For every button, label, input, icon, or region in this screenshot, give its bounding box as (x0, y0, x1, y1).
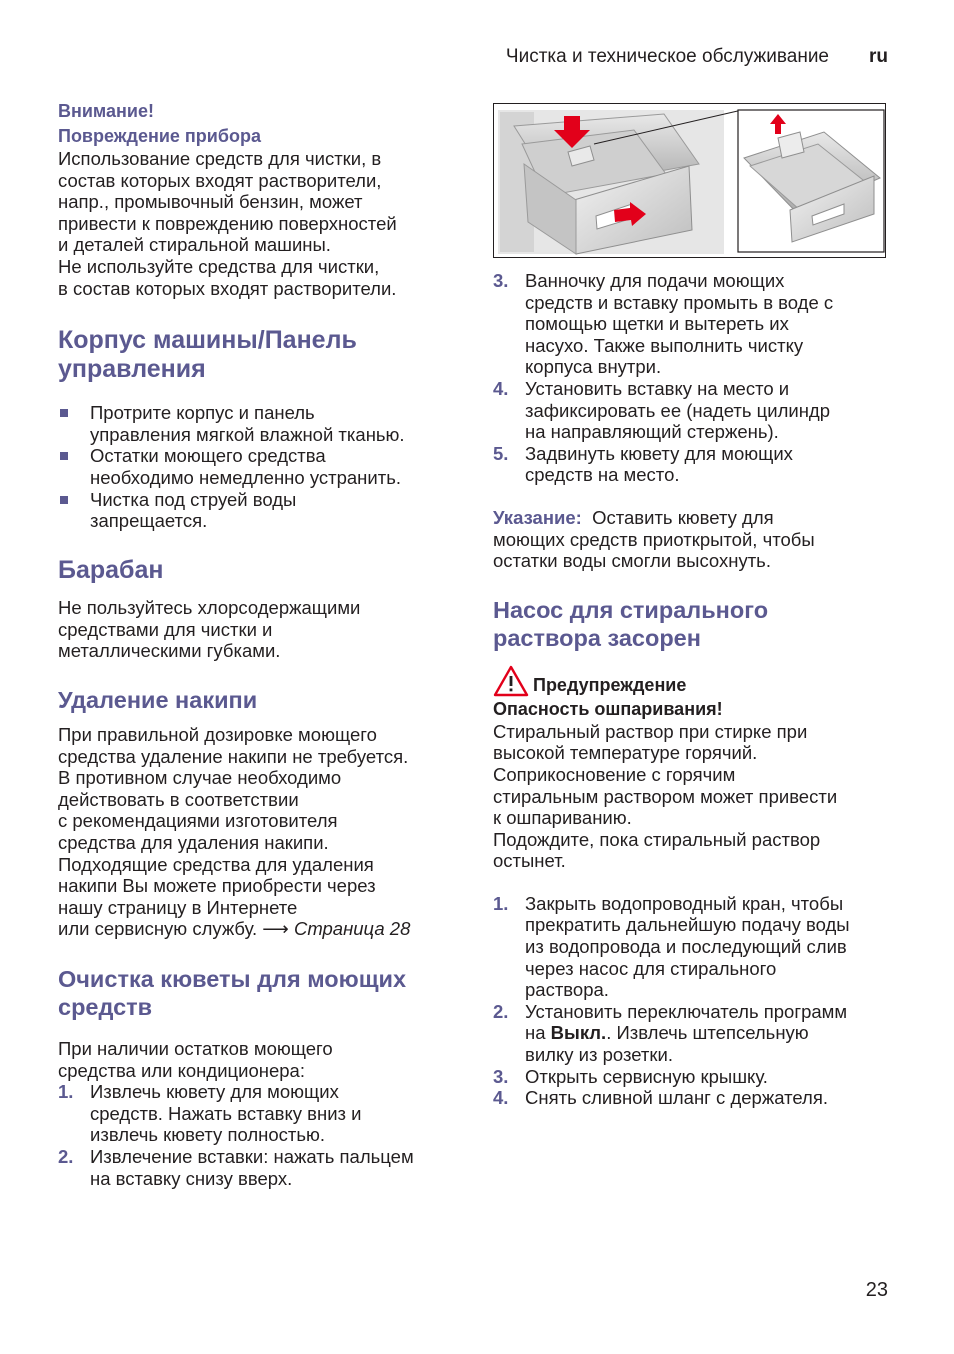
title-line: Насос для стирального (493, 596, 769, 623)
text-line: Стиральный раствор при стирке при (493, 720, 808, 742)
text-line: средства или кондиционера: (58, 1059, 305, 1081)
text-line: запрещается. (90, 510, 208, 532)
page-number: 23 (865, 1279, 888, 1301)
text-line: стиральным раствором может привести (493, 785, 838, 807)
list-item (493, 1087, 893, 1109)
text-line: средств и вставку промыть в воде с (525, 291, 834, 313)
section-title-pump (493, 596, 893, 652)
bullet-icon (58, 489, 90, 532)
step-number: 2. (58, 1145, 74, 1167)
text-line: на вставку снизу вверх. (90, 1167, 293, 1189)
arrow-icon: ⟶ (262, 918, 289, 940)
list-item (493, 1066, 893, 1088)
text-line: Подождите, пока стиральный раствор (493, 828, 821, 850)
danger-label: Опасность ошпаривания! (493, 698, 723, 719)
list-item (58, 445, 458, 488)
drawer-steps (58, 1081, 458, 1189)
page-header (506, 46, 888, 68)
text-line: управления мягкой влажной тканью. (90, 423, 405, 445)
body-bullet-list (58, 402, 458, 532)
text-line: При наличии остатков моющего (58, 1037, 333, 1059)
text-line: в состав которых входят растворители. (58, 277, 397, 299)
text-line: Не используйте средства для чистки, (58, 255, 380, 277)
section-title-drum: Барабан (58, 555, 164, 584)
title-line: Очистка кюветы для моющих (58, 965, 407, 992)
text-line: высокой температуре горячий. (493, 742, 758, 764)
descale-text (58, 724, 458, 940)
section-title-body (58, 326, 458, 383)
left-column (58, 98, 458, 1189)
text-line: к ошпариванию. (493, 807, 632, 829)
text-line: остатки воды смогли высохнуть. (493, 550, 771, 572)
warning-triangle-icon (493, 665, 529, 697)
text-line: Подходящие средства для удаления (58, 853, 374, 875)
title-line: управления (58, 354, 206, 383)
drawer-steps-continued (493, 270, 893, 486)
text-line: Закрыть водопроводный кран, чтобы (525, 892, 844, 914)
list-item (493, 443, 893, 486)
text-line: В противном случае необходимо (58, 767, 342, 789)
text-line: средств. Нажать вставку вниз и (90, 1102, 362, 1124)
text-line: напр., промывочный бензин, может (58, 191, 363, 213)
text-line: зафиксировать ее (надеть цилиндр (525, 399, 831, 421)
pump-steps (493, 893, 893, 1109)
warning-label: Предупреждение (533, 674, 687, 695)
text-line: Протрите корпус и панель (90, 402, 315, 424)
section-title-drawer (58, 965, 458, 1021)
drum-text (58, 597, 458, 662)
drawer-intro (58, 1038, 458, 1081)
pump-warning-text (493, 721, 893, 872)
list-item (493, 1001, 893, 1066)
text-line: Извлечение вставки: нажать пальцем (90, 1145, 414, 1167)
text-line: Установить переключатель программ (525, 1000, 848, 1022)
text-line: прекратить дальнейшую подачу воды (525, 914, 850, 936)
step-number: 1. (58, 1081, 74, 1103)
text-line: моющих средств приоткрытой, чтобы (493, 528, 815, 550)
attention-label: Внимание! (58, 101, 154, 121)
note-label: Указание: (493, 506, 582, 528)
text-line: помощью щетки и вытереть их (525, 313, 789, 335)
text-line: Не пользуйтесь хлорсодержащими (58, 597, 361, 619)
title-line: раствора засорен (493, 624, 701, 651)
list-item (493, 378, 893, 443)
text-line: привести к повреждению поверхностей (58, 212, 397, 234)
step-number: 4. (493, 377, 509, 399)
text-line (58, 918, 458, 940)
list-item (58, 1146, 458, 1189)
list-item (58, 489, 458, 532)
text-line: состав которых входят растворители, (58, 169, 382, 191)
switch-off-label: Выкл. (550, 1022, 607, 1044)
text-line: Открыть сервисную крышку. (525, 1065, 768, 1087)
text-line: Использование средств для чистки, в (58, 148, 382, 169)
step-number: 1. (493, 892, 509, 914)
step-number: 5. (493, 442, 509, 464)
title-line: средств (58, 993, 153, 1020)
text-line: Задвинуть кювету для моющих (525, 442, 793, 464)
text-line: вилку из розетки. (525, 1044, 673, 1066)
text-line: Установить вставку на место и (525, 377, 790, 399)
header-title: Чистка и техническое обслуживание (505, 46, 829, 67)
text-line: Остатки моющего средства (90, 445, 326, 467)
attention-block (58, 98, 458, 299)
note-block (493, 507, 893, 572)
text-span: или сервисную службу. (58, 918, 263, 940)
text-line: средствами для чистки и (58, 618, 273, 640)
warning-heading (493, 665, 893, 697)
bullet-icon (58, 445, 90, 488)
text-line: раствора. (525, 979, 609, 1001)
text-line: Снять сливной шланг с держателя. (525, 1087, 828, 1109)
text-line: действовать в соответствии (58, 788, 299, 810)
list-item (58, 1081, 458, 1146)
attention-text (58, 148, 458, 299)
text-line: остынет. (493, 850, 566, 872)
text-line: средства для удаления накипи. (58, 831, 329, 853)
text-line: Извлечь кювету для моющих (90, 1081, 339, 1103)
text-line: При правильной дозировке моющего (58, 724, 377, 745)
text-line: из водопровода и последующий слив (525, 936, 847, 958)
text-line: извлечь кювету полностью. (90, 1124, 326, 1146)
text-line: на направляющий стержень). (525, 421, 779, 443)
page-reference-link[interactable]: Страница 28 (288, 918, 411, 940)
text-line: насухо. Также выполнить чистку (525, 334, 804, 356)
text-line: металлическими губками. (58, 640, 281, 662)
step-number: 2. (493, 1000, 509, 1022)
bullet-icon (58, 402, 90, 445)
text-span: Оставить кювету для (581, 506, 774, 528)
text-line: и деталей стиральной машины. (58, 234, 331, 256)
text-line: Чистка под струей воды (90, 488, 297, 510)
text-line: средств на место. (525, 464, 680, 486)
list-item (493, 270, 893, 378)
step-number: 3. (493, 1065, 509, 1087)
text-line: с рекомендациями изготовителя (58, 810, 338, 832)
list-item (493, 893, 893, 1001)
text-line: через насос для стирального (525, 957, 777, 979)
text-line: корпуса внутри. (525, 356, 662, 378)
section-title-descale: Удаление накипи (58, 687, 258, 713)
text-line: Соприкосновение с горячим (493, 763, 736, 785)
text-span: . Извлечь штепсельную (606, 1022, 809, 1044)
title-line: Корпус машины/Панель (58, 326, 357, 355)
text-span: на (525, 1022, 551, 1044)
text-line: средства удаление накипи не требуется. (58, 745, 409, 767)
language-code: ru (869, 46, 888, 67)
list-item (58, 402, 458, 445)
text-line (525, 1022, 847, 1044)
text-line (493, 507, 893, 529)
drawer-removal-illustration (493, 103, 886, 258)
text-line: необходимо немедленно устранить. (90, 466, 401, 488)
step-number: 4. (493, 1087, 509, 1109)
text-line: Ванночку для подачи моющих (525, 270, 785, 291)
right-column (493, 270, 893, 1109)
text-line: нашу страницу в Интернете (58, 896, 298, 918)
step-number: 3. (493, 270, 509, 291)
attention-subtitle: Повреждение прибора (58, 126, 261, 146)
text-line: накипи Вы можете приобрести через (58, 875, 376, 897)
